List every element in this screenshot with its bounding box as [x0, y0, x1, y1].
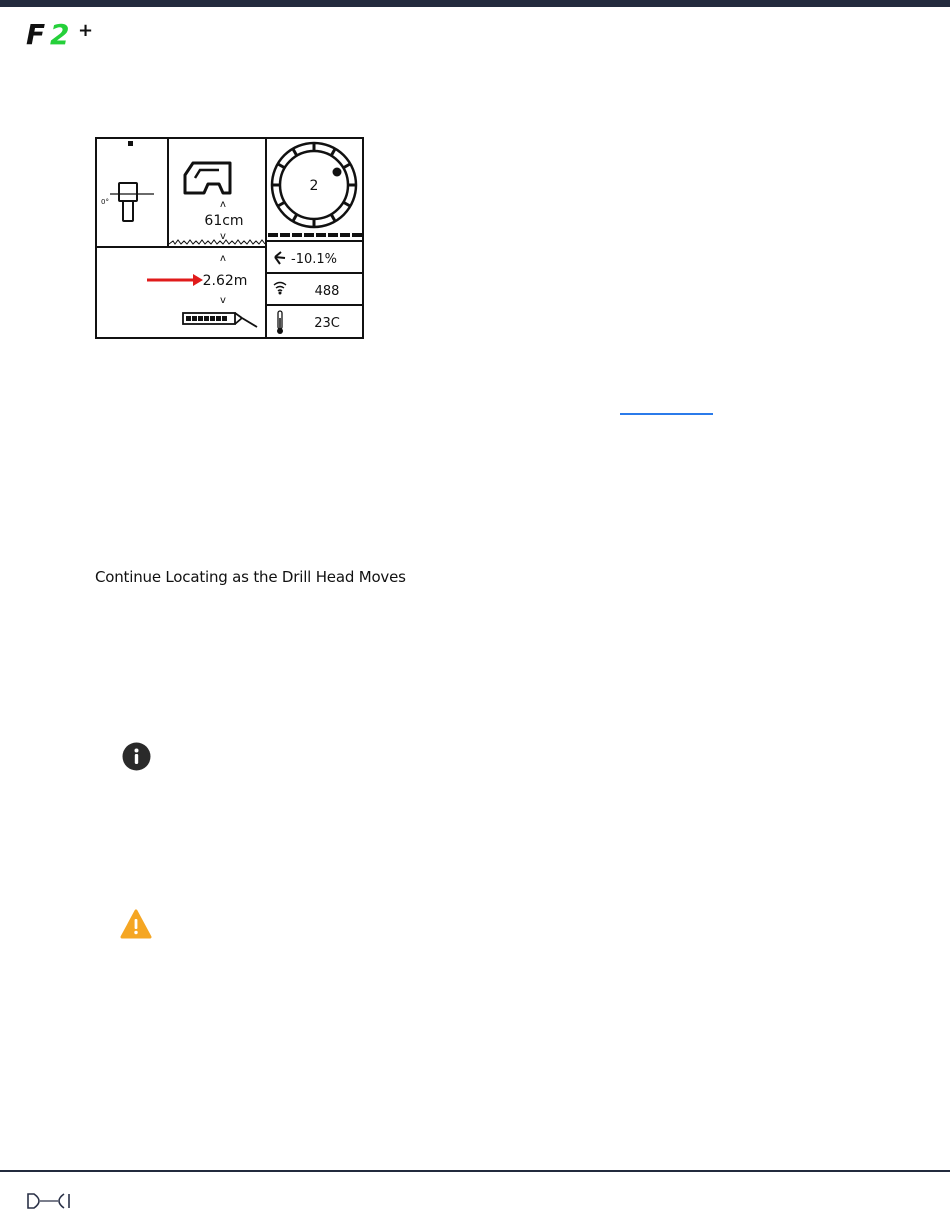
- pitch-display: 0°: [101, 198, 109, 206]
- svg-text:ʌ: ʌ: [220, 253, 226, 264]
- pitch-readout: -10.1%: [291, 252, 337, 267]
- receiver-locate-screen: [95, 137, 364, 339]
- roll-position: 2: [309, 178, 319, 194]
- temperature-readout: 23C: [314, 316, 340, 331]
- svg-text:v: v: [220, 295, 226, 306]
- signal-strength-readout: 488: [314, 284, 340, 299]
- f2-plus-logo: [26, 19, 106, 49]
- warning-icon: [120, 909, 152, 939]
- cross-reference-link[interactable]: [620, 413, 713, 415]
- dci-logo: [26, 1191, 72, 1211]
- footer-rule: [0, 1170, 950, 1172]
- info-icon: [122, 742, 151, 771]
- predicted-depth-readout: 2.62m: [202, 273, 248, 289]
- svg-text:v: v: [220, 231, 226, 242]
- depth-readout: 61cm: [204, 213, 244, 229]
- svg-text:2: 2: [50, 19, 70, 49]
- top-bar: [0, 0, 950, 7]
- svg-text:ʌ: ʌ: [220, 199, 226, 210]
- section-heading: Continue Locating as the Drill Head Moves: [95, 568, 406, 586]
- svg-text:F: F: [26, 19, 46, 49]
- svg-text:+: +: [78, 20, 94, 41]
